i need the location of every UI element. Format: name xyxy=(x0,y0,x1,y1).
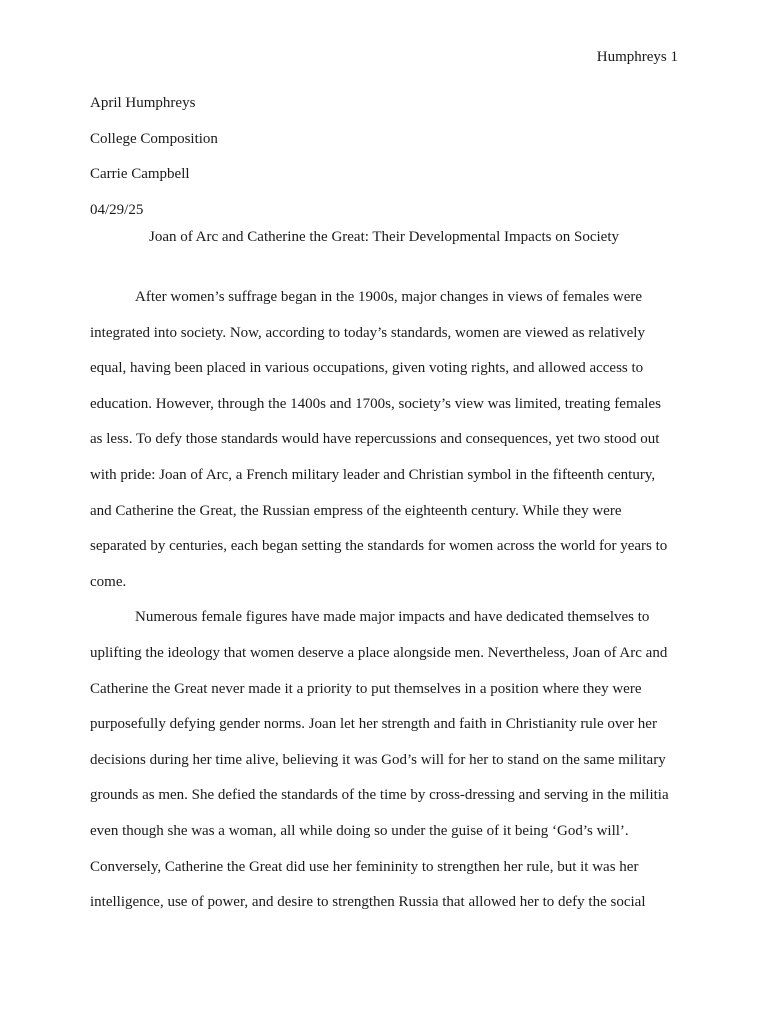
instructor-name: Carrie Campbell xyxy=(90,166,190,182)
text-line: Conversely, Catherine the Great did use her femininity to strengthen her rule, but it was her xyxy=(90,858,639,875)
text-line: come. xyxy=(90,573,127,590)
author-name: April Humphreys xyxy=(90,95,196,111)
text-line: decisions during her time alive, believing it was God’s will for her to stand on the same military xyxy=(90,751,666,768)
text-line: intelligence, use of power, and desire to strengthen Russia that allowed her to defy the social xyxy=(90,894,646,911)
paragraph-2 xyxy=(90,600,678,920)
course-name: College Composition xyxy=(90,130,218,147)
mla-heading xyxy=(90,93,218,235)
text-line: Catherine the Great never made it a priority to put themselves in a position where they were xyxy=(90,680,642,697)
text-line: After women’s suffrage began in the 1900s, major changes in views of females were xyxy=(135,289,643,305)
text-line: even though she was a woman, all while doing so under the guise of it being ‘God’s will’. xyxy=(90,822,629,839)
essay-body xyxy=(90,280,678,921)
text-line: with pride: Joan of Arc, a French military leader and Christian symbol in the fifteenth century, xyxy=(90,466,656,483)
text-line: uplifting the ideology that women deserve a place alongside men. Nevertheless, Joan of Arc and xyxy=(90,644,668,661)
text-line: grounds as men. She defied the standards of the time by cross-dressing and serving in the militia xyxy=(90,787,669,804)
text-line: equal, having been placed in various occupations, given voting rights, and allowed access to xyxy=(90,360,644,377)
text-line: as less. To defy those standards would have repercussions and consequences, yet two stood out xyxy=(90,431,660,448)
text-line: purposefully defying gender norms. Joan let her strength and faith in Christianity rule over her xyxy=(90,716,657,733)
essay-title: Joan of Arc and Catherine the Great: Their Developmental Impacts on Society xyxy=(149,229,619,245)
essay-date: 04/29/25 xyxy=(90,201,144,218)
text-line: education. However, through the 1400s and 1700s, society’s view was limited, treating females xyxy=(90,395,661,412)
text-line: and Catherine the Great, the Russian empress of the eighteenth century. While they were xyxy=(90,502,622,519)
text-line: Numerous female figures have made major impacts and have dedicated themselves to xyxy=(135,609,650,626)
paragraph-1 xyxy=(90,280,678,600)
text-line: integrated into society. Now, according to today’s standards, women are viewed as relatively xyxy=(90,324,645,341)
running-head: Humphreys 1 xyxy=(596,49,678,65)
text-line: separated by centuries, each began setting the standards for women across the world for years to xyxy=(90,538,668,555)
